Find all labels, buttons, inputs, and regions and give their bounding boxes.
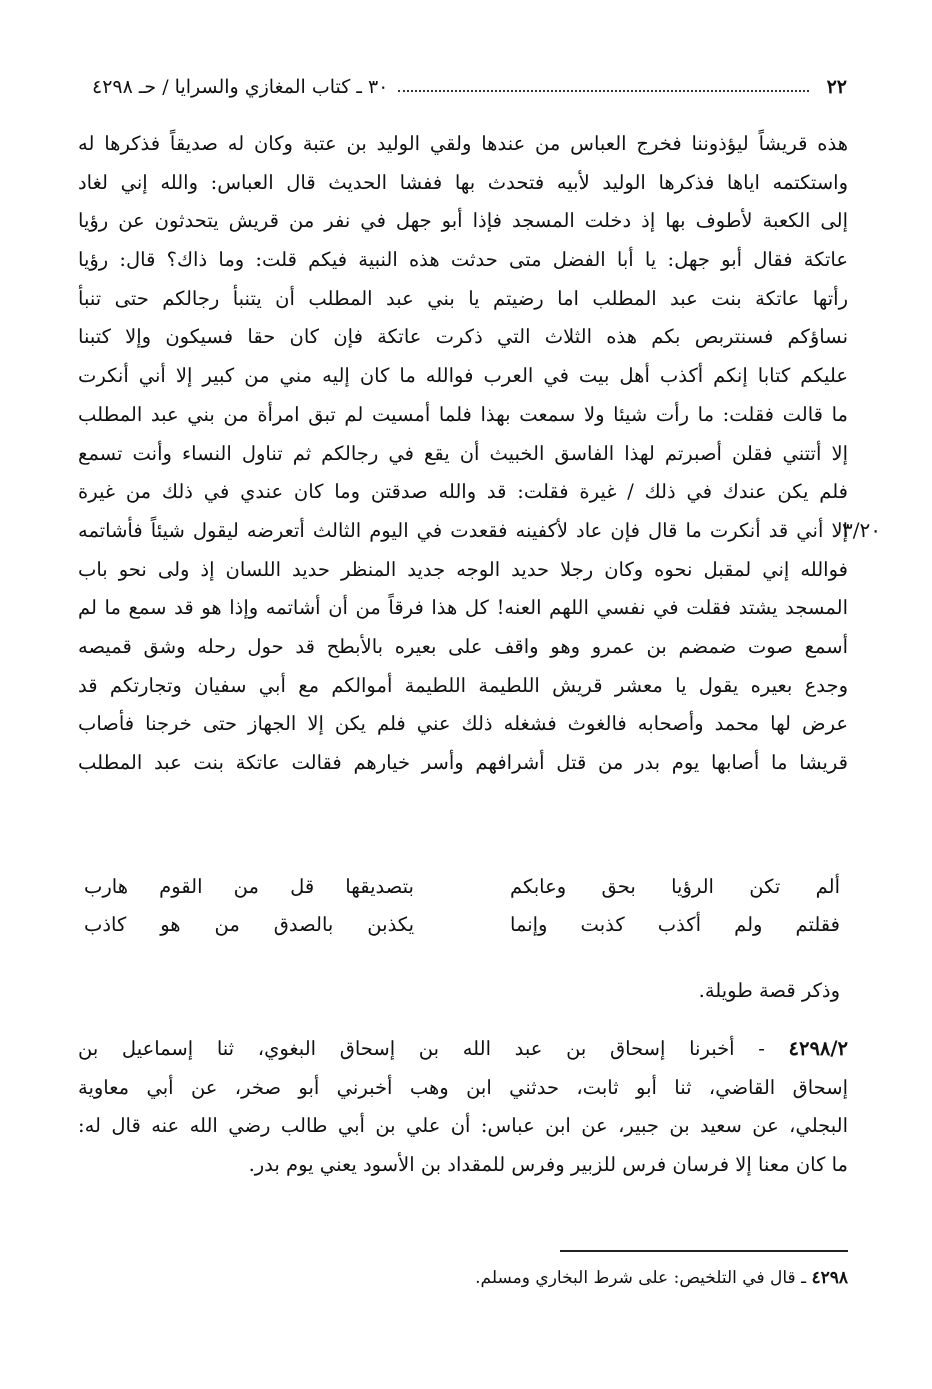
text-line: ما قالت فقلت: ما رأت شيئا ولا سمعت بهذا فلما أمسيت لم تبق امرأة من بني عبد المطلب [78, 402, 848, 426]
text-line: نساؤكم فسنتربص بكم هذه الثلاث التي ذكرت عاتكة فإن كان حقا فسيكون وإلا كتبنا [78, 325, 848, 349]
header-title: ٣٠ ـ كتاب المغازي والسرايا / حـ ٤٢٩٨ [92, 76, 389, 98]
text-line: عرض لها محمد وأصحابه فالغوث فشغله ذلك عني فلم يكن إلا الجهاز حتى خرجنا فأصاب [78, 712, 848, 736]
text-line: إلا أتتني فقلن أصبرتم لهذا الفاسق الخبيث أن يقع في رجالكم ثم تناول النساء وأنت تسمع [78, 441, 848, 465]
text-line: البجلي، عن سعيد بن جبير، عن ابن عباس: أن علي بن أبي طالب رضي الله عنه قال له: [78, 1114, 848, 1138]
text-line: ما كان معنا إلا فرسان فرس للزبير وفرس للمقداد بن الأسود يعني يوم بدر. [248, 1153, 848, 1177]
hadith-first-line [78, 1030, 848, 1069]
text-line: رأتها عاتكة بنت عبد المطلب اما رضيتم يا بني عبد المطلب أن يتنبأ رجالكم حتى تنبأ [78, 286, 848, 310]
footnote [300, 1262, 848, 1294]
verse [84, 906, 840, 944]
main-text [78, 125, 848, 783]
text-line: فلم يكن عندك في ذلك / غيرة فقلت: قد والله صدقتن وما كان عندي في ذلك من غيرة [78, 480, 848, 504]
running-header [92, 72, 847, 102]
footnote-text: ـ قال في التلخيص: على شرط البخاري ومسلم. [475, 1268, 812, 1288]
margin-reference: ٣/٢٠ [842, 518, 881, 542]
text-line: واستكتمه اياها فذكرها الوليد لأبيه فتحدث بها ففشا الحديث قال العباس: والله إني لغاد [78, 170, 848, 194]
text-line: المسجد يشتد فقلت في نفسي اللهم العنه! كل هذا فرقاً من أن أشاتمه وإذا هو قد سمع ما لم [78, 596, 848, 620]
poetry-verses [84, 868, 840, 944]
text-line: إلا أني قد أنكرت ما قال فإن عاد لأكفينه فقعدت في اليوم الثالث أتعرضه ليقول شيئاً فأشاتمه [78, 518, 848, 542]
page-number: ٢٢ [826, 76, 847, 98]
hadith-number: ٤٢٩٨/٢ [788, 1037, 848, 1060]
text-line: عليكم كتابا إنكم أكذب أهل بيت في العرب فوالله ما كان إليه مني من كبير إلا أني أنكرت [78, 364, 848, 388]
text-line: فوالله إني لمقبل نحوه وكان رجلا حديد الوجه جديد المنظر حديد اللسان إذ ولى نحو باب [78, 557, 848, 581]
closing-remark: وذكر قصة طويلة. [698, 979, 840, 1002]
text-line: هذه قريشاً ليؤذوننا فخرج العباس من عندها ولقي الوليد بن عتبة وكان له صديقاً فذكرها له [78, 132, 848, 155]
verse [84, 868, 840, 906]
text-line: قريشا ما أصابها يوم بدر من قتل أشرافهم وأسر خيارهم فقالت عاتكة بنت عبد المطلب [78, 751, 848, 774]
verse-first-hemistich: فقلتم ولم أكذب كذبت وإنما [510, 913, 840, 936]
text-line: عاتكة فقال أبو جهل: يا أبا الفضل متى حدثت هذه النبية فيكم قلت: وما ذاك؟ قال: رؤيا [78, 248, 848, 272]
footnote-number: ٤٢٩٨ [811, 1268, 848, 1288]
text-line: وجدع بعيره يقول يا معشر قريش اللطيمة اللطيمة أموالكم مع أبي سفيان وتجارتكم قد [78, 673, 848, 697]
verse-first-hemistich: ألم تكن الرؤيا بحق وعابكم [510, 875, 840, 898]
verse-second-hemistich: يكذبن بالصدق من هو كاذب [84, 913, 414, 936]
text-line: أسمع صوت ضمضم بن عمرو وهو واقف على بعيره بالأبطح قد حول رحله وشق قميصه [78, 634, 848, 658]
text-line: إسحاق القاضي، ثنا أبو ثابت، حدثني ابن وهب أخبرني أبو صخر، عن أبي معاوية [78, 1075, 848, 1099]
verse-second-hemistich: بتصديقها قل من القوم هارب [84, 875, 414, 898]
footnote-divider [560, 1250, 848, 1252]
hadith-entry [78, 1030, 848, 1185]
hadith-first-line-text: - أخبرنا إسحاق بن عبد الله بن إسحاق البغوي، ثنا إسماعيل بن [78, 1037, 789, 1060]
header-dotted-leader [398, 90, 808, 92]
text-line: إلى الكعبة لأطوف بها إذ دخلت المسجد فإذا أبو جهل في نفر من قريش يتحدثون عن رؤيا [78, 209, 848, 233]
